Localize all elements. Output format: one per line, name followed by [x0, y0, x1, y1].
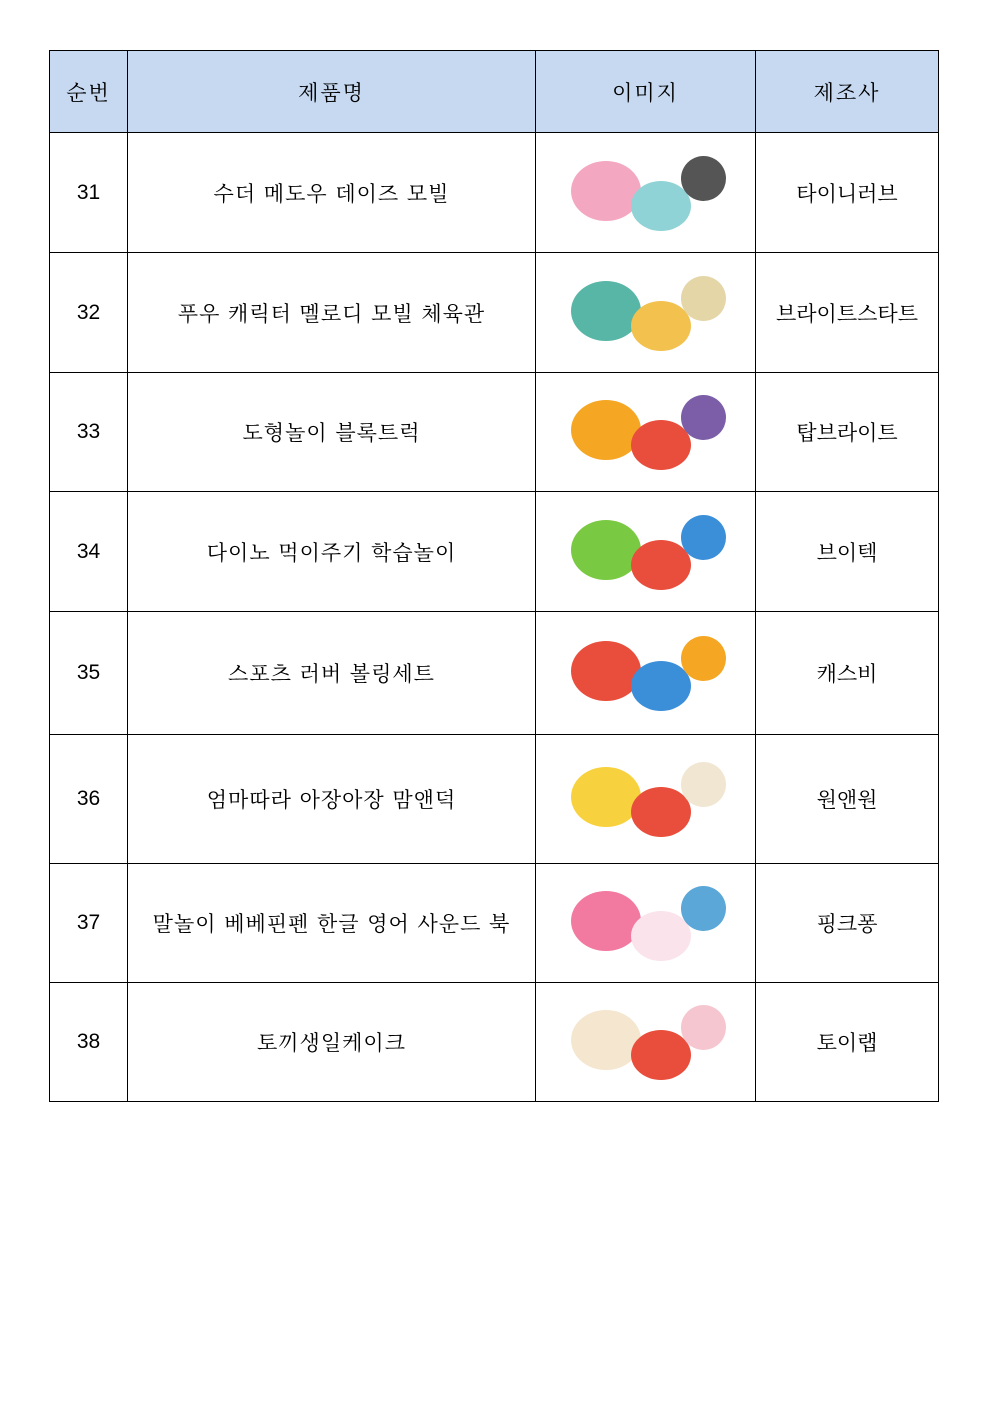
product-image-shape	[571, 161, 641, 221]
product-name: 수더 메도우 데이즈 모빌	[128, 133, 536, 253]
product-table	[49, 50, 939, 1102]
table-row	[50, 735, 939, 864]
product-image	[551, 621, 741, 725]
row-number: 34	[50, 492, 128, 612]
table-row	[50, 133, 939, 253]
product-image	[551, 261, 741, 365]
product-image	[551, 141, 741, 245]
product-image-shape	[631, 911, 691, 961]
product-image-shape	[571, 767, 641, 827]
maker-name: 핑크퐁	[756, 864, 939, 983]
product-image-shape	[681, 515, 726, 560]
maker-name: 브이텍	[756, 492, 939, 612]
table-row	[50, 492, 939, 612]
product-name: 도형놀이 블록트럭	[128, 373, 536, 492]
product-image-shape	[571, 641, 641, 701]
header-product: 제품명	[128, 51, 536, 133]
maker-name: 타이니러브	[756, 133, 939, 253]
maker-name: 토이랩	[756, 983, 939, 1102]
product-image-shape	[681, 276, 726, 321]
product-image-shape	[631, 1030, 691, 1080]
product-name: 다이노 먹이주기 학습놀이	[128, 492, 536, 612]
maker-name: 탑브라이트	[756, 373, 939, 492]
table-header-row	[50, 51, 939, 133]
product-image	[551, 380, 741, 484]
table-row	[50, 612, 939, 735]
product-image-cell	[536, 492, 756, 612]
row-number: 37	[50, 864, 128, 983]
row-number: 31	[50, 133, 128, 253]
product-image	[551, 990, 741, 1094]
maker-name: 캐스비	[756, 612, 939, 735]
table-row	[50, 373, 939, 492]
row-number: 36	[50, 735, 128, 864]
product-image-shape	[631, 540, 691, 590]
product-image-cell	[536, 735, 756, 864]
product-image-shape	[571, 400, 641, 460]
product-image-shape	[571, 520, 641, 580]
product-image	[551, 500, 741, 604]
product-name: 말놀이 베베핀펜 한글 영어 사운드 북	[128, 864, 536, 983]
product-image-shape	[681, 395, 726, 440]
row-number: 38	[50, 983, 128, 1102]
product-image-shape	[571, 1010, 641, 1070]
product-image-shape	[681, 762, 726, 807]
product-image-shape	[681, 156, 726, 201]
product-image-shape	[571, 891, 641, 951]
product-image	[551, 871, 741, 975]
product-image-shape	[681, 1005, 726, 1050]
product-name: 푸우 캐릭터 멜로디 모빌 체육관	[128, 253, 536, 373]
product-image	[551, 747, 741, 851]
product-image-shape	[571, 281, 641, 341]
product-image-shape	[631, 420, 691, 470]
product-image-shape	[631, 181, 691, 231]
row-number: 35	[50, 612, 128, 735]
maker-name: 원앤원	[756, 735, 939, 864]
header-number: 순번	[50, 51, 128, 133]
product-image-cell	[536, 983, 756, 1102]
table-row	[50, 864, 939, 983]
product-image-cell	[536, 373, 756, 492]
product-image-shape	[631, 787, 691, 837]
table-row	[50, 983, 939, 1102]
product-name: 엄마따라 아장아장 맘앤덕	[128, 735, 536, 864]
product-name: 토끼생일케이크	[128, 983, 536, 1102]
header-maker: 제조사	[756, 51, 939, 133]
maker-name: 브라이트스타트	[756, 253, 939, 373]
row-number: 32	[50, 253, 128, 373]
header-image: 이미지	[536, 51, 756, 133]
product-image-shape	[681, 636, 726, 681]
product-image-cell	[536, 612, 756, 735]
product-image-shape	[681, 886, 726, 931]
row-number: 33	[50, 373, 128, 492]
product-image-cell	[536, 133, 756, 253]
product-image-cell	[536, 864, 756, 983]
product-image-cell	[536, 253, 756, 373]
product-image-shape	[631, 661, 691, 711]
product-image-shape	[631, 301, 691, 351]
product-name: 스포츠 러버 볼링세트	[128, 612, 536, 735]
table-row	[50, 253, 939, 373]
